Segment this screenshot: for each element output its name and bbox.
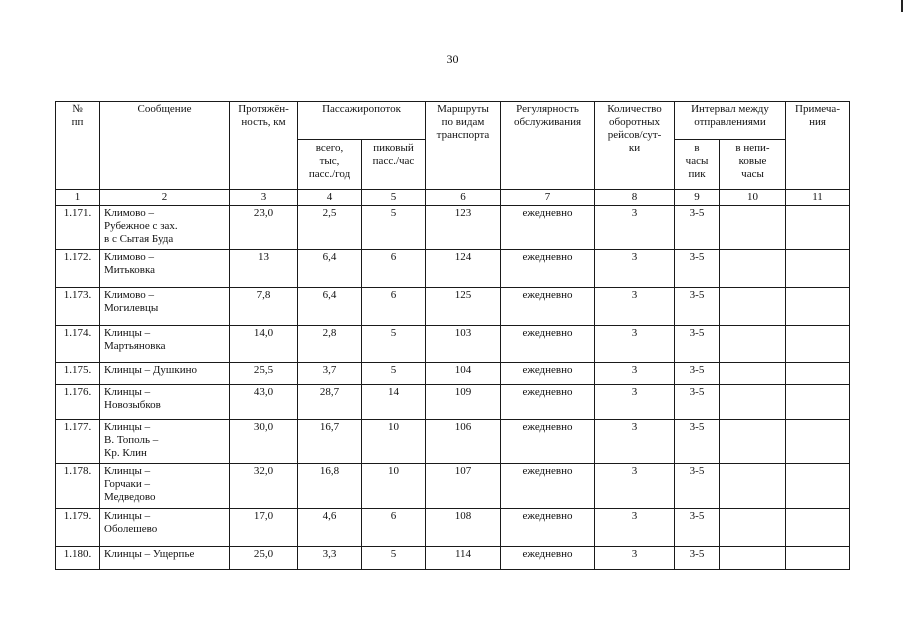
header-route: Сообщение — [100, 102, 230, 190]
interval-offpeak — [720, 420, 786, 464]
route-length: 32,0 — [230, 464, 298, 509]
passengers-peak: 10 — [362, 464, 426, 509]
header-regularity: Регулярность обслуживания — [501, 102, 595, 190]
page-edge-mark — [901, 0, 903, 12]
route-number: 109 — [426, 385, 501, 420]
interval-offpeak — [720, 363, 786, 385]
header-passenger-flow: Пассажиропоток — [298, 102, 426, 140]
route-name: Клинцы – Горчаки – Медведово — [100, 464, 230, 509]
trips-per-day: 3 — [595, 385, 675, 420]
notes — [786, 206, 850, 250]
header-row — [56, 102, 850, 140]
trips-per-day: 3 — [595, 250, 675, 288]
subheader-peak-hours: в часы пик — [675, 140, 720, 190]
route-name: Клинцы – Ущерпье — [100, 547, 230, 570]
route-number: 104 — [426, 363, 501, 385]
table-row — [56, 206, 850, 250]
page-number: 30 — [446, 52, 459, 66]
subheader-total: всего, тыс, пасс./год — [298, 140, 362, 190]
notes — [786, 250, 850, 288]
route-name: Климово – Митьковка — [100, 250, 230, 288]
route-name: Клинцы – В. Тополь – Кр. Клин — [100, 420, 230, 464]
passengers-total: 16,7 — [298, 420, 362, 464]
passengers-peak: 14 — [362, 385, 426, 420]
passengers-peak: 6 — [362, 288, 426, 326]
trips-per-day: 3 — [595, 206, 675, 250]
column-number: 5 — [362, 190, 426, 206]
row-number: 1.176. — [56, 385, 100, 420]
table-row — [56, 420, 850, 464]
passengers-peak: 5 — [362, 206, 426, 250]
route-number: 108 — [426, 509, 501, 547]
passengers-total: 2,5 — [298, 206, 362, 250]
passengers-total: 4,6 — [298, 509, 362, 547]
interval-offpeak — [720, 385, 786, 420]
header-notes: Примеча- ния — [786, 102, 850, 190]
table-row — [56, 288, 850, 326]
regularity: ежедневно — [501, 363, 595, 385]
table-row — [56, 326, 850, 363]
interval-offpeak — [720, 326, 786, 363]
table-row — [56, 385, 850, 420]
interval-peak: 3-5 — [675, 547, 720, 570]
passengers-total: 6,4 — [298, 250, 362, 288]
trips-per-day: 3 — [595, 509, 675, 547]
notes — [786, 363, 850, 385]
regularity: ежедневно — [501, 509, 595, 547]
route-name: Клинцы – Душкино — [100, 363, 230, 385]
subheader-peak: пиковый пасс./час — [362, 140, 426, 190]
regularity: ежедневно — [501, 464, 595, 509]
interval-offpeak — [720, 509, 786, 547]
route-length: 13 — [230, 250, 298, 288]
passengers-total: 3,7 — [298, 363, 362, 385]
table-row — [56, 509, 850, 547]
subheader-offpeak: в непи- ковые часы — [720, 140, 786, 190]
header-no: № пп — [56, 102, 100, 190]
notes — [786, 326, 850, 363]
route-name: Климово – Рубежное с зах. в с Сытая Буда — [100, 206, 230, 250]
route-name: Климово – Могилевцы — [100, 288, 230, 326]
regularity: ежедневно — [501, 326, 595, 363]
route-length: 23,0 — [230, 206, 298, 250]
interval-peak: 3-5 — [675, 464, 720, 509]
interval-offpeak — [720, 464, 786, 509]
column-number: 2 — [100, 190, 230, 206]
regularity: ежедневно — [501, 420, 595, 464]
interval-peak: 3-5 — [675, 326, 720, 363]
column-number: 11 — [786, 190, 850, 206]
column-number: 8 — [595, 190, 675, 206]
interval-offpeak — [720, 206, 786, 250]
row-number: 1.177. — [56, 420, 100, 464]
row-number: 1.180. — [56, 547, 100, 570]
route-name: Клинцы – Оболешево — [100, 509, 230, 547]
passengers-peak: 5 — [362, 547, 426, 570]
route-number: 103 — [426, 326, 501, 363]
routes-table — [55, 101, 850, 570]
row-number: 1.179. — [56, 509, 100, 547]
interval-offpeak — [720, 288, 786, 326]
header-trips: Количество оборотных рейсов/сут- ки — [595, 102, 675, 190]
interval-peak: 3-5 — [675, 363, 720, 385]
trips-per-day: 3 — [595, 326, 675, 363]
row-number: 1.174. — [56, 326, 100, 363]
trips-per-day: 3 — [595, 288, 675, 326]
trips-per-day: 3 — [595, 464, 675, 509]
interval-peak: 3-5 — [675, 288, 720, 326]
route-length: 14,0 — [230, 326, 298, 363]
notes — [786, 420, 850, 464]
header-routes-by-transport: Маршруты по видам транспорта — [426, 102, 501, 190]
regularity: ежедневно — [501, 288, 595, 326]
interval-offpeak — [720, 250, 786, 288]
route-number: 106 — [426, 420, 501, 464]
column-number: 10 — [720, 190, 786, 206]
passengers-total: 6,4 — [298, 288, 362, 326]
column-number: 4 — [298, 190, 362, 206]
route-length: 43,0 — [230, 385, 298, 420]
column-number: 6 — [426, 190, 501, 206]
regularity: ежедневно — [501, 250, 595, 288]
column-number: 7 — [501, 190, 595, 206]
regularity: ежедневно — [501, 206, 595, 250]
notes — [786, 288, 850, 326]
table-row — [56, 464, 850, 509]
row-number: 1.172. — [56, 250, 100, 288]
trips-per-day: 3 — [595, 420, 675, 464]
row-number: 1.173. — [56, 288, 100, 326]
route-length: 7,8 — [230, 288, 298, 326]
regularity: ежедневно — [501, 547, 595, 570]
column-numbers-row — [56, 190, 850, 206]
header-length: Протяжён- ность, км — [230, 102, 298, 190]
route-length: 30,0 — [230, 420, 298, 464]
column-number: 9 — [675, 190, 720, 206]
route-number: 114 — [426, 547, 501, 570]
passengers-total: 28,7 — [298, 385, 362, 420]
table-row — [56, 363, 850, 385]
row-number: 1.171. — [56, 206, 100, 250]
passengers-peak: 6 — [362, 250, 426, 288]
notes — [786, 509, 850, 547]
interval-peak: 3-5 — [675, 385, 720, 420]
notes — [786, 385, 850, 420]
interval-offpeak — [720, 547, 786, 570]
notes — [786, 464, 850, 509]
column-number: 3 — [230, 190, 298, 206]
passengers-total: 16,8 — [298, 464, 362, 509]
route-number: 125 — [426, 288, 501, 326]
column-number: 1 — [56, 190, 100, 206]
row-number: 1.178. — [56, 464, 100, 509]
route-number: 123 — [426, 206, 501, 250]
trips-per-day: 3 — [595, 547, 675, 570]
trips-per-day: 3 — [595, 363, 675, 385]
route-name: Клинцы – Мартьяновка — [100, 326, 230, 363]
passengers-peak: 5 — [362, 363, 426, 385]
route-length: 17,0 — [230, 509, 298, 547]
route-length: 25,0 — [230, 547, 298, 570]
interval-peak: 3-5 — [675, 206, 720, 250]
interval-peak: 3-5 — [675, 420, 720, 464]
passengers-total: 3,3 — [298, 547, 362, 570]
passengers-peak: 5 — [362, 326, 426, 363]
passengers-peak: 10 — [362, 420, 426, 464]
header-interval: Интервал между отправлениями — [675, 102, 786, 140]
interval-peak: 3-5 — [675, 250, 720, 288]
interval-peak: 3-5 — [675, 509, 720, 547]
route-length: 25,5 — [230, 363, 298, 385]
row-number: 1.175. — [56, 363, 100, 385]
route-number: 107 — [426, 464, 501, 509]
table-row — [56, 250, 850, 288]
route-number: 124 — [426, 250, 501, 288]
regularity: ежедневно — [501, 385, 595, 420]
table-row — [56, 547, 850, 570]
passengers-total: 2,8 — [298, 326, 362, 363]
route-name: Клинцы – Новозыбков — [100, 385, 230, 420]
passengers-peak: 6 — [362, 509, 426, 547]
notes — [786, 547, 850, 570]
